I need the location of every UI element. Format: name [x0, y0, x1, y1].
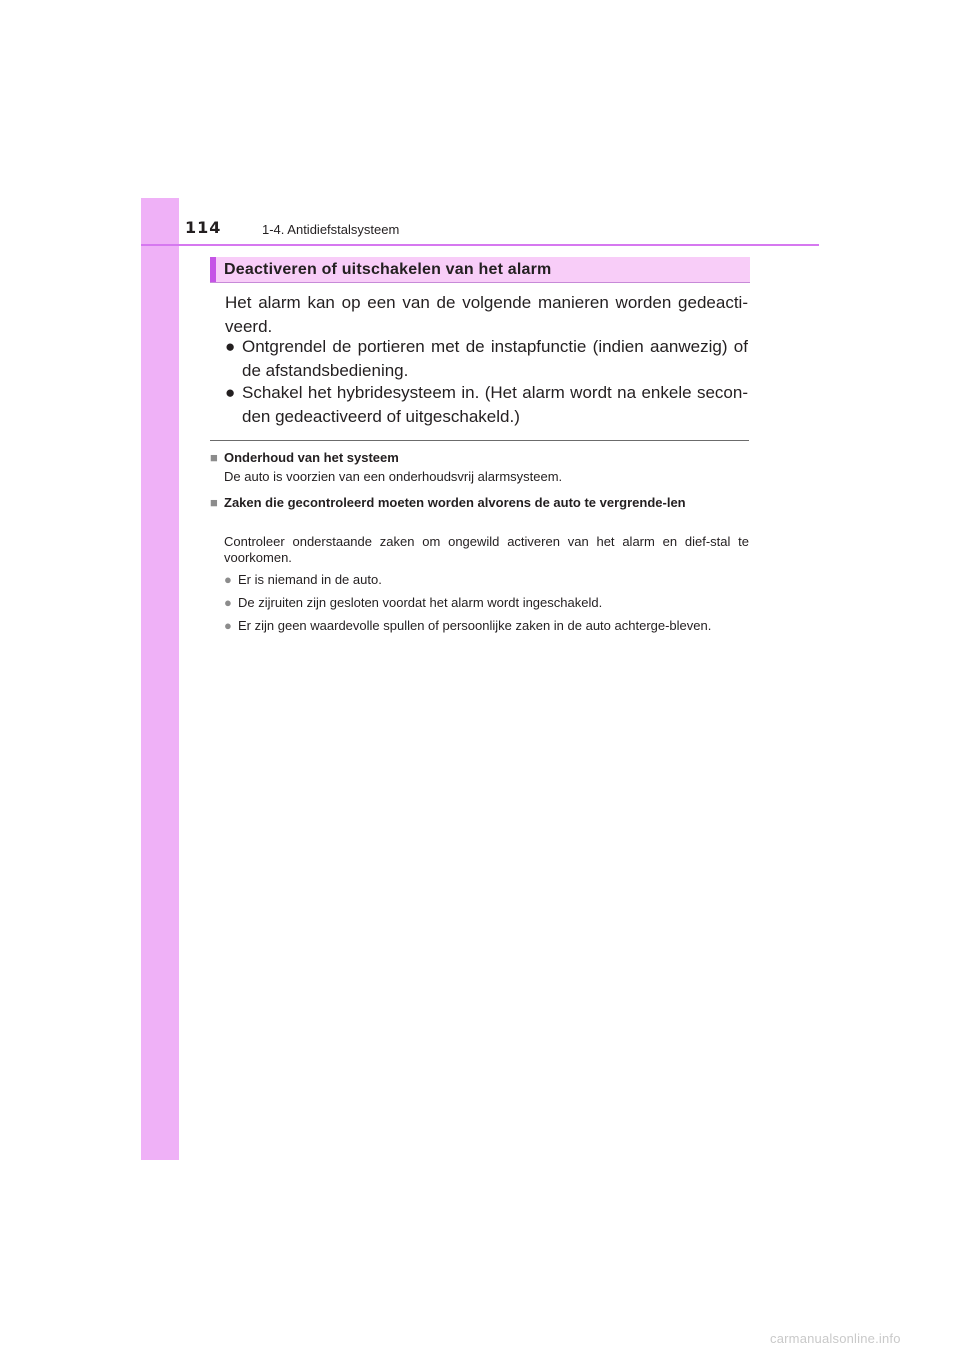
section-heading-title: Deactiveren of uitschakelen van het alarm — [224, 261, 552, 278]
list-item-text: Er zijn geen waardevolle spullen of persoonlijke zaken in de auto achterge-bleven. — [238, 618, 712, 633]
intro-paragraph: Het alarm kan op een van de volgende manieren worden gedeacti-veerd. — [225, 293, 748, 336]
list-item-text: Ontgrendel de portieren met de instapfunctie (indien aanwezig) of de afstandsbediening. — [242, 337, 748, 380]
section-label: 1-4. Antidiefstalsysteem — [262, 222, 400, 237]
square-bullet-icon: ■ — [210, 450, 218, 465]
list-item-text: De zijruiten zijn gesloten voordat het alarm wordt ingeschakeld. — [238, 595, 603, 610]
bullet-icon: ● — [224, 595, 232, 610]
bullet-icon: ● — [225, 383, 236, 402]
notes-divider — [210, 440, 749, 441]
bullet-icon: ● — [225, 337, 236, 356]
header-rule — [141, 244, 819, 246]
watermark: carmanualsonline.info — [770, 1331, 901, 1346]
page-number: 114 — [185, 218, 222, 237]
note-heading-text: Zaken die gecontroleerd moeten worden alvorens de auto te vergrende-len — [224, 495, 686, 510]
note-body: De auto is voorzien van een onderhoudsvrij alarmsysteem. — [224, 469, 563, 484]
bullet-icon: ● — [224, 618, 232, 633]
chapter-sidebar-tab — [141, 198, 179, 1160]
heading-accent-bar — [210, 257, 216, 282]
note-heading-text: Onderhoud van het systeem — [224, 450, 399, 465]
note-body: Controleer onderstaande zaken om ongewild activeren van het alarm en dief-stal te voorkomen. — [224, 534, 749, 565]
list-item-text: Er is niemand in de auto. — [238, 572, 382, 587]
bullet-icon: ● — [224, 572, 232, 587]
section-heading — [210, 257, 750, 283]
list-item-text: Schakel het hybridesysteem in. (Het alarm wordt na enkele secon-den gedeactiveerd of uitgeschakeld.) — [242, 383, 748, 426]
square-bullet-icon: ■ — [210, 495, 218, 510]
